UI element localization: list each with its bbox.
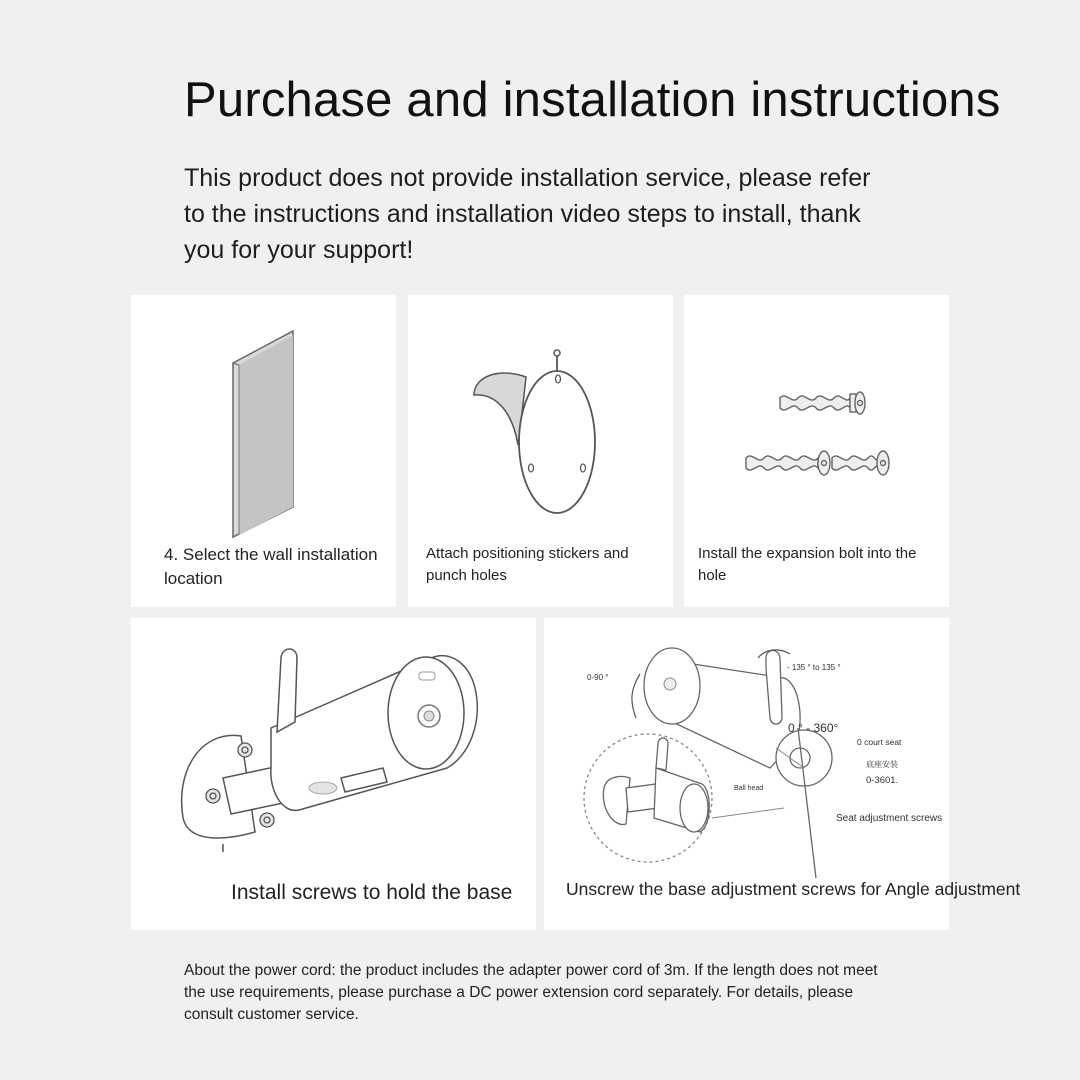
page-title: Purchase and installation instructions bbox=[184, 73, 1001, 127]
step-card-wall bbox=[131, 295, 396, 607]
tilt-label: 0-90 ° bbox=[587, 673, 609, 682]
step-caption: Install the expansion bolt into the hole bbox=[698, 545, 917, 584]
step-caption: 4. Select the wall installation location bbox=[164, 545, 378, 588]
intro-line: you for your support! bbox=[184, 236, 414, 264]
step-caption: Install screws to hold the base bbox=[231, 881, 513, 904]
intro-line: to the instructions and installation video steps to install, thank bbox=[184, 200, 861, 228]
intro-text bbox=[184, 160, 914, 268]
ball-head-label: Ball head bbox=[734, 785, 764, 792]
step-card-base-screws bbox=[131, 618, 536, 930]
step-caption: Attach positioning stickers and punch holes bbox=[426, 545, 629, 584]
step-caption: Unscrew the base adjustment screws for Angle adjustment bbox=[566, 879, 1021, 899]
step-card-angle bbox=[544, 618, 1021, 930]
court-seat-label: 0 court seat bbox=[857, 737, 902, 747]
seat-screws-label: Seat adjustment screws bbox=[836, 813, 943, 824]
power-cord-note: About the power cord: the product includes the adapter power cord of 3m. If the length does not meet the use requirements, please purchase a DC power extension cord separately. For details, please consult customer service. bbox=[184, 962, 878, 1023]
chinese-label: 底座安装 bbox=[866, 760, 898, 769]
code-label: 0-3601. bbox=[866, 775, 899, 786]
rotate-label: - 135 ° to 135 ° bbox=[787, 663, 841, 672]
step-card-bolts bbox=[684, 295, 949, 607]
spin-label: 0 ° - 360° bbox=[788, 721, 839, 735]
step-card-sticker bbox=[408, 295, 673, 607]
intro-line: This product does not provide installation service, please refer bbox=[184, 164, 871, 192]
